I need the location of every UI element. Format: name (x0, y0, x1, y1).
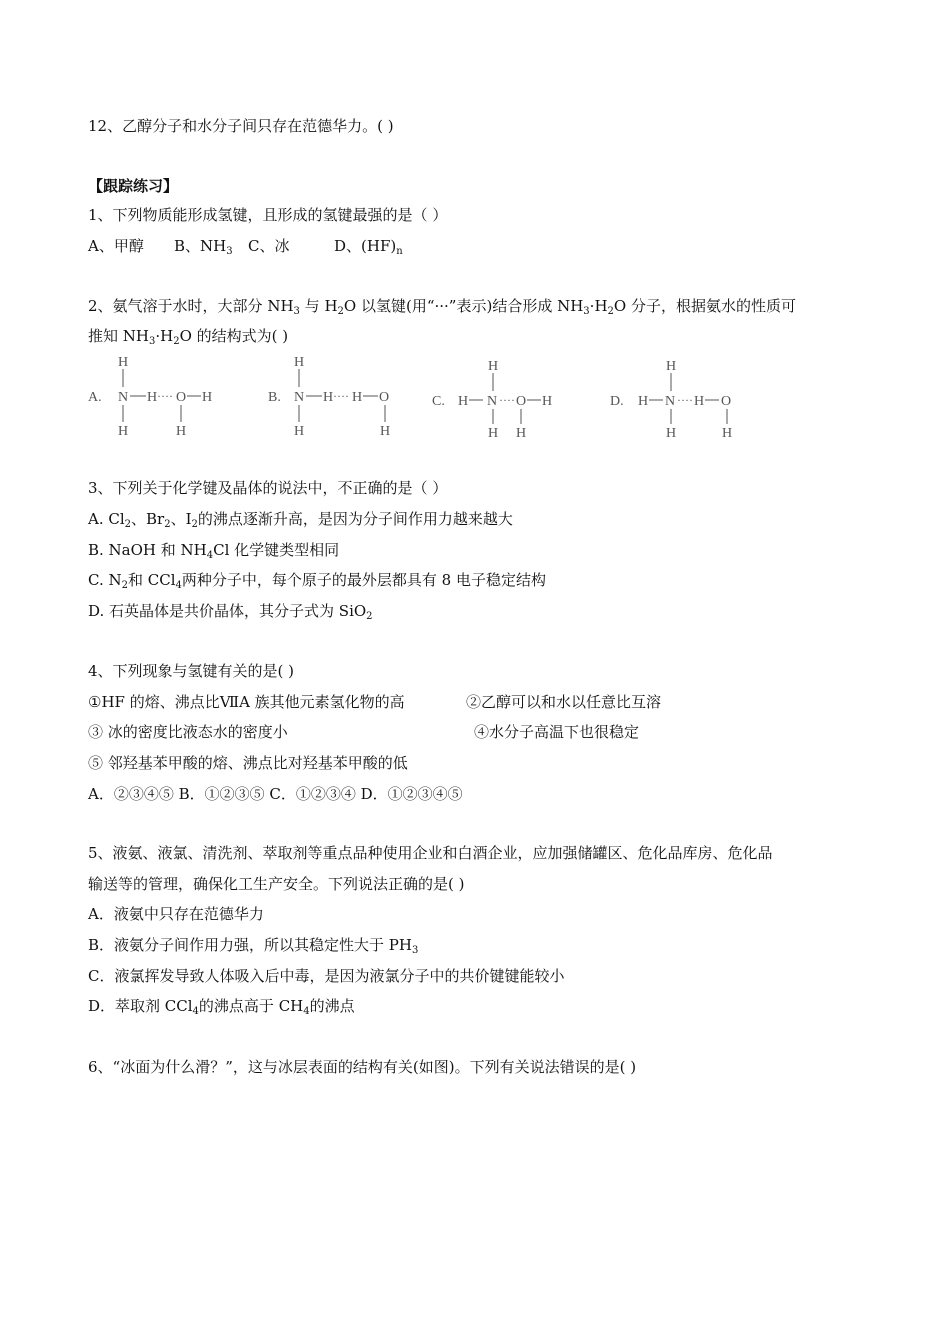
question-3-stem: 3、下列关于化学键及晶体的说法中，不正确的是（ ） (88, 479, 448, 497)
hydrogen-bond: ···· (333, 389, 349, 403)
question-5-line-1: 5、液氨、液氯、清洗剂、萃取剂等重点品种使用企业和白酒企业，应加强储罐区、危化品库房、危化品 (88, 844, 773, 862)
q3-text-part: C. N (88, 571, 122, 589)
q1-option-d (334, 236, 403, 256)
atom-h: H (352, 390, 363, 405)
q3-text-part: 、I (170, 510, 192, 528)
atom-h: H (488, 426, 499, 441)
atom-h: H (722, 426, 733, 441)
question-2-line-2 (88, 326, 288, 346)
question-5-line-2: 输送等的管理，确保化工生产安全。下列说法正确的是( ) (88, 875, 465, 893)
q2-sub: 3 (583, 306, 590, 317)
q2-text-part: 与 H (299, 297, 338, 315)
atom-h: H (118, 424, 129, 439)
q3-text-part: D. 石英晶体是共价晶体，其分子式为 SiO (88, 602, 367, 620)
atom-h: H (147, 390, 158, 405)
atom-h: H (294, 355, 305, 370)
structure-d-label: D. (610, 394, 624, 409)
q3-text-part: 的沸点逐渐升高，是因为分子间作用力越来越大 (197, 510, 513, 528)
q3-text-part: Cl 化学键类型相同 (213, 541, 340, 559)
q3-option-a (88, 509, 513, 529)
atom-h: H (638, 394, 649, 409)
structure-a (88, 355, 212, 439)
q5-sub: 4 (303, 1006, 310, 1017)
section-title: 【跟踪练习】 (88, 177, 179, 195)
q2-text-part: O 以氢键(用“···”表示)结合形成 NH (343, 297, 584, 315)
structure-b (268, 355, 390, 439)
structure-d (610, 359, 732, 441)
q5-text-part: 的沸点高于 CH (198, 997, 304, 1015)
q4-item-4: ④水分子高温下也很稳定 (474, 723, 640, 741)
structure-b-label: B. (268, 390, 281, 405)
q2-text-part: 2、氨气溶于水时，大部分 NH (88, 297, 294, 315)
q3-text-part: B. NaOH 和 NH (88, 541, 207, 559)
q3-sub: 4 (175, 580, 182, 591)
q5-option-a: A．液氨中只存在范德华力 (88, 905, 264, 923)
q3-text-part: 、Br (131, 510, 165, 528)
hydrogen-bond: ···· (157, 389, 173, 403)
atom-n: N (487, 394, 498, 409)
q4-options: A．②③④⑤ B．①②③⑤ C．①②③④ D．①②③④⑤ (88, 785, 463, 803)
atom-o: O (379, 390, 390, 405)
q2-sub: 2 (607, 306, 614, 317)
q5-option-b (88, 935, 418, 955)
atom-n: N (294, 390, 305, 405)
atom-h: H (323, 390, 334, 405)
q1-option-a: A、甲醇 (88, 237, 144, 255)
q3-sub: 2 (121, 580, 128, 591)
q3-text-part: A. Cl (88, 510, 125, 528)
q2-text-part: O 的结构式为( ) (179, 327, 289, 345)
atom-h: H (694, 394, 705, 409)
q4-item-1: ①HF 的熔、沸点比ⅦA 族其他元素氢化物的高 (88, 693, 405, 711)
atom-n: N (118, 390, 129, 405)
q5-text-part: B．液氨分子间作用力强，所以其稳定性大于 PH (88, 936, 412, 954)
atom-n: N (665, 394, 676, 409)
q3-sub: 2 (366, 611, 373, 622)
structure-c-label: C. (432, 394, 445, 409)
q3-text-part: 两种分子中，每个原子的最外层都具有 8 电子稳定结构 (181, 571, 546, 589)
q2-structure-figure (88, 352, 748, 442)
q5-sub: 3 (411, 945, 419, 956)
q5-option-c: C．液氯挥发导致人体吸入后中毒，是因为液氯分子中的共价键键能较小 (88, 967, 565, 985)
atom-h: H (202, 390, 213, 405)
atom-o: O (516, 394, 527, 409)
atom-h: H (488, 359, 499, 374)
q3-option-d (88, 601, 373, 621)
q3-option-b (88, 540, 339, 560)
atom-h: H (542, 394, 553, 409)
q2-text-part: 推知 NH (88, 327, 149, 345)
q2-sub: 2 (173, 336, 180, 347)
question-2-line-1 (88, 296, 796, 316)
q3-sub: 2 (164, 519, 171, 530)
q3-text-part: 和 CCl (127, 571, 176, 589)
question-1-stem: 1、下列物质能形成氢键，且形成的氢键最强的是（ ） (88, 206, 448, 224)
q1-option-b-text: B、NH (174, 237, 227, 255)
q4-item-2: ②乙醇可以和水以任意比互溶 (466, 693, 662, 711)
q1-option-b (174, 236, 233, 256)
q5-text-part: D．萃取剂 CCl (88, 997, 193, 1015)
atom-o: O (721, 394, 732, 409)
atom-h: H (666, 426, 677, 441)
q1-option-b-sub: 3 (226, 246, 233, 257)
q4-item-5: ⑤ 邻羟基苯甲酸的熔、沸点比对羟基苯甲酸的低 (88, 754, 408, 772)
question-4-stem: 4、下列现象与氢键有关的是( ) (88, 662, 295, 680)
atom-h: H (176, 424, 187, 439)
hydrogen-bond: ···· (677, 393, 693, 407)
q1-option-d-sub: n (396, 246, 403, 257)
atom-h: H (118, 355, 129, 370)
q2-text-part: ·H (155, 327, 174, 345)
q5-option-d (88, 996, 355, 1016)
atom-h: H (380, 424, 391, 439)
atom-h: H (666, 359, 677, 374)
q3-sub: 4 (206, 550, 214, 561)
structure-c (432, 359, 552, 441)
q3-sub: 2 (124, 519, 132, 530)
atom-h: H (516, 426, 527, 441)
q4-item-3: ③ 冰的密度比液态水的密度小 (88, 723, 288, 741)
q3-sub: 2 (191, 519, 198, 530)
atom-h: H (458, 394, 469, 409)
q1-option-c: C、冰 (248, 237, 290, 255)
q5-sub: 4 (192, 1006, 199, 1017)
q2-text-part: O 分子，根据氨水的性质可 (613, 297, 796, 315)
question-6-stem: 6、“冰面为什么滑？”，这与冰层表面的结构有关(如图)。下列有关说法错误的是( ) (88, 1058, 637, 1076)
atom-o: O (176, 390, 187, 405)
q2-sub: 2 (337, 306, 344, 317)
q5-text-part: 的沸点 (309, 997, 355, 1015)
question-12-text: 12、乙醇分子和水分子间只存在范德华力。( ) (88, 117, 394, 135)
atom-h: H (294, 424, 305, 439)
q3-option-c (88, 570, 546, 590)
structure-a-label: A. (88, 390, 102, 405)
hydrogen-bond: ···· (499, 393, 515, 407)
q1-option-d-text: D、(HF) (334, 237, 397, 255)
question-12 (88, 116, 394, 136)
q2-sub: 3 (148, 336, 156, 347)
q2-text-part: ·H (589, 297, 608, 315)
q2-sub: 3 (293, 306, 300, 317)
